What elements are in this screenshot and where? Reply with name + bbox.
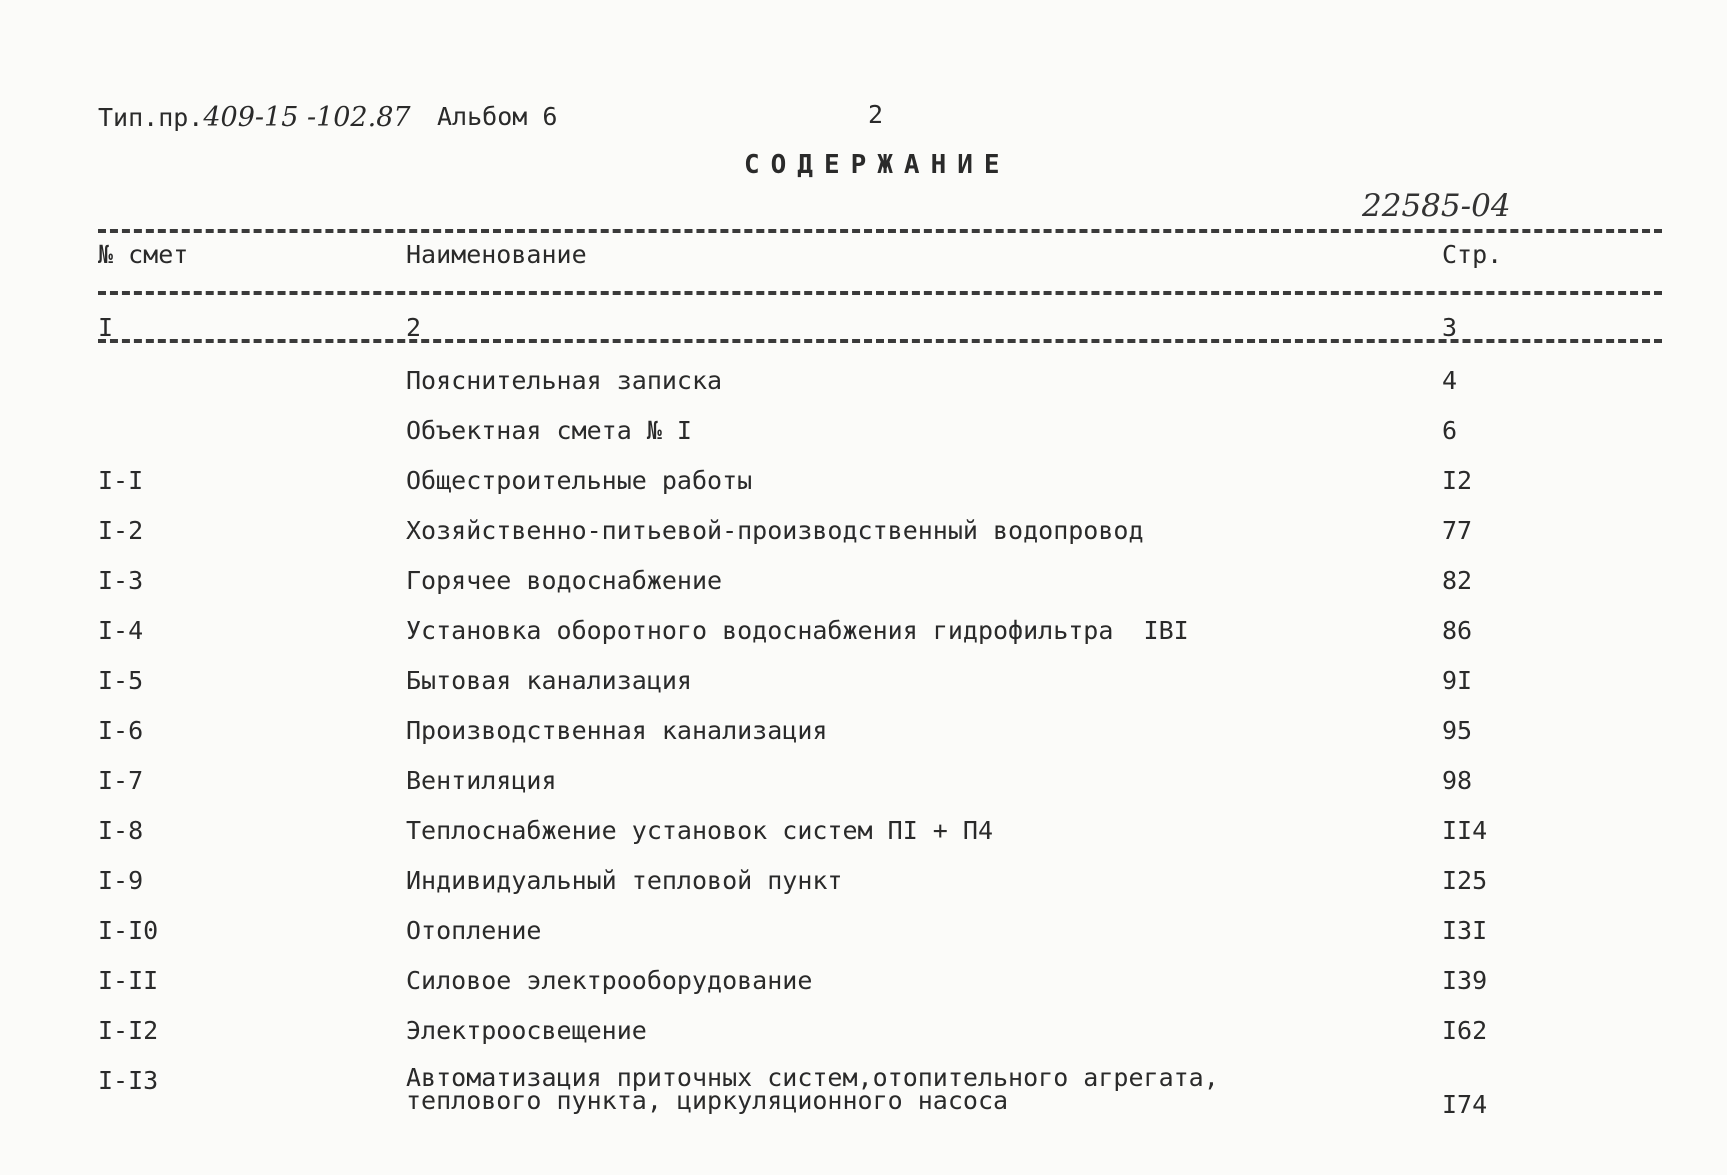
item-page: I3I	[1442, 916, 1488, 945]
estimate-number: I-3	[98, 566, 144, 595]
list-item	[0, 1063, 1727, 1126]
divider-index	[98, 339, 1662, 343]
estimate-number: I-7	[98, 766, 144, 795]
estimate-number: I-I3	[98, 1066, 159, 1095]
item-page: 77	[1442, 516, 1473, 545]
item-page: I39	[1442, 966, 1488, 995]
item-page: II4	[1442, 816, 1488, 845]
page-number: 2	[868, 100, 884, 129]
item-name: Пояснительная записка	[406, 366, 723, 395]
item-name: Общестроительные работы	[406, 466, 753, 495]
item-name: Бытовая канализация	[406, 666, 692, 695]
estimate-number: I-I	[98, 466, 144, 495]
estimate-number: I-I0	[98, 916, 159, 945]
doc-code	[98, 102, 411, 133]
list-item	[0, 866, 1727, 906]
estimate-number: I-4	[98, 616, 144, 645]
estimate-number: I-5	[98, 666, 144, 695]
item-name: Вентиляция	[406, 766, 557, 795]
doc-code-handwritten: 409-15 -102.87	[203, 102, 411, 133]
item-name: Электроосвещение	[406, 1016, 647, 1045]
column-header-name: Наименование	[406, 240, 587, 269]
item-name	[406, 1063, 1219, 1115]
item-page: 95	[1442, 716, 1473, 745]
list-item	[0, 1016, 1727, 1056]
item-name: Индивидуальный тепловой пункт	[406, 866, 843, 895]
album-label: Альбом 6	[437, 102, 558, 131]
item-name: Производственная канализация	[406, 716, 828, 745]
item-page: 98	[1442, 766, 1473, 795]
item-page: 6	[1442, 416, 1458, 445]
list-item	[0, 716, 1727, 756]
item-page: 9I	[1442, 666, 1473, 695]
item-name-line-2: теплового пункта, циркуляционного насоса	[406, 1086, 1009, 1115]
list-item	[0, 766, 1727, 806]
divider-header	[98, 291, 1662, 295]
estimate-number: I-9	[98, 866, 144, 895]
item-page: 82	[1442, 566, 1473, 595]
estimate-number: I-II	[98, 966, 159, 995]
doc-code-prefix: Тип.пр.	[98, 103, 204, 132]
list-item	[0, 566, 1727, 606]
item-name: Хозяйственно-питьевой-производственный водопровод	[406, 516, 1144, 545]
item-name: Объектная смета № I	[406, 416, 692, 445]
list-item	[0, 816, 1727, 856]
list-item	[0, 416, 1727, 456]
item-page: I2	[1442, 466, 1473, 495]
column-index-3: 3	[1442, 313, 1458, 342]
item-page: I74	[1442, 1090, 1488, 1119]
page-title: СОДЕРЖАНИЕ	[744, 150, 1011, 180]
list-item	[0, 466, 1727, 506]
estimate-number: I-2	[98, 516, 144, 545]
item-page: I62	[1442, 1016, 1488, 1045]
list-item	[0, 366, 1727, 406]
item-name: Теплоснабжение установок систем ПI + П4	[406, 816, 993, 845]
item-page: I25	[1442, 866, 1488, 895]
item-name-line-1: Автоматизация приточных систем,отопительного агрегата,	[406, 1063, 1219, 1092]
item-name: Отопление	[406, 916, 542, 945]
estimate-number: I-8	[98, 816, 144, 845]
item-page: 4	[1442, 366, 1458, 395]
list-item	[0, 666, 1727, 706]
item-name: Горячее водоснабжение	[406, 566, 723, 595]
item-name: Установка оборотного водоснабжения гидрофильтра IBI	[406, 616, 1189, 645]
handwritten-note: 22585-04	[1362, 188, 1511, 224]
column-index-2: 2	[406, 313, 422, 342]
estimate-number: I-I2	[98, 1016, 159, 1045]
list-item	[0, 916, 1727, 956]
item-name: Силовое электрооборудование	[406, 966, 813, 995]
column-index-1: I	[98, 313, 114, 342]
list-item	[0, 966, 1727, 1006]
column-header-number: № смет	[98, 240, 189, 269]
list-item	[0, 516, 1727, 556]
item-page: 86	[1442, 616, 1473, 645]
list-item	[0, 616, 1727, 656]
estimate-number: I-6	[98, 716, 144, 745]
divider-top	[98, 229, 1662, 233]
column-header-page: Стр.	[1442, 240, 1503, 269]
